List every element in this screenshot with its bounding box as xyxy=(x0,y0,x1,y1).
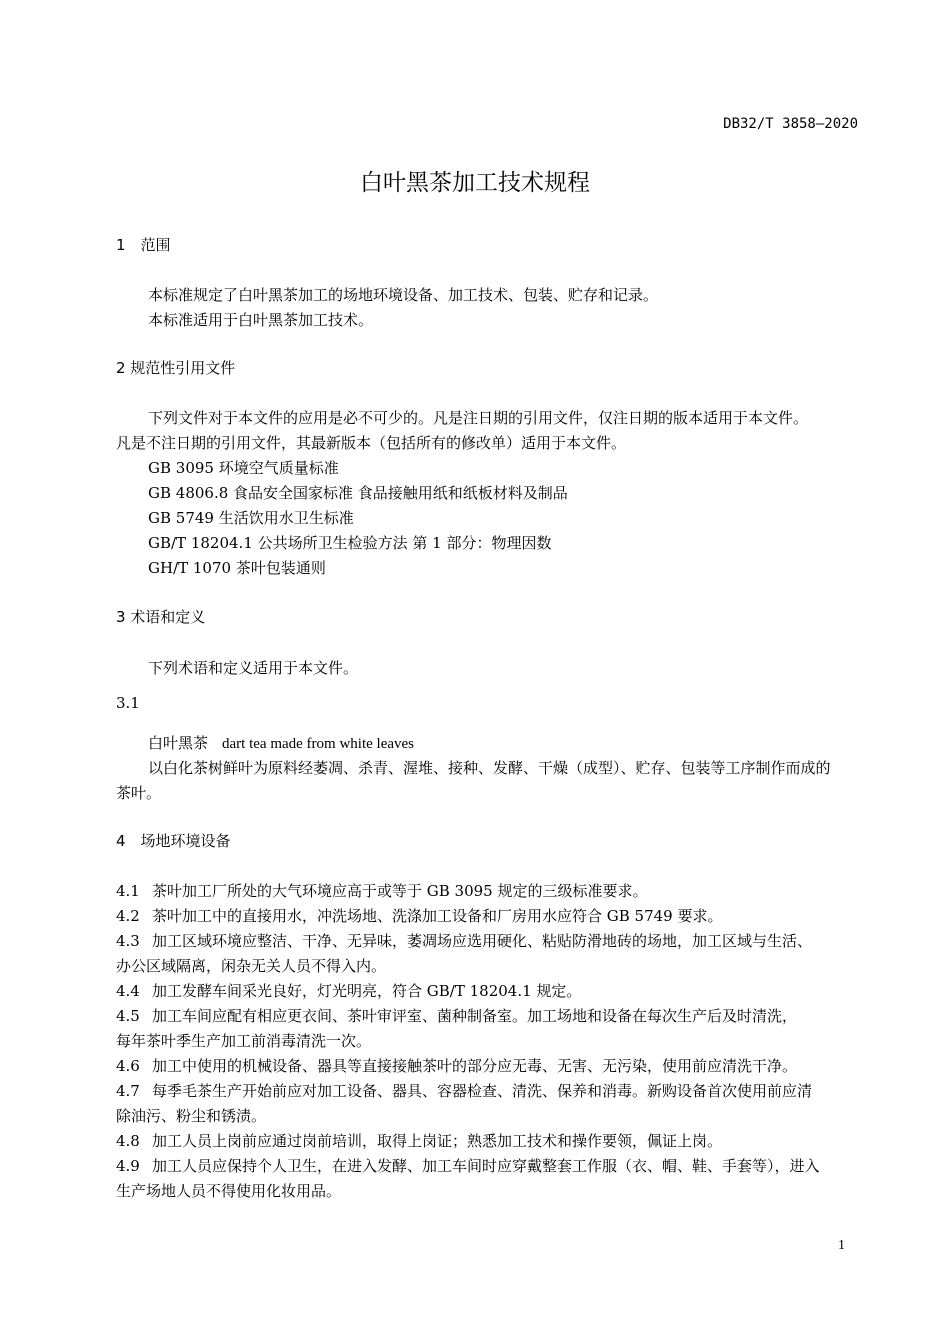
clause-item-text: 加工发酵车间采光良好，灯光明亮，符合 GB/T 18204.1 规定。 xyxy=(152,982,582,1000)
section-2-paragraph-line: 凡是不注日期的引用文件，其最新版本（包括所有的修改单）适用于本文件。 xyxy=(116,434,627,452)
clause-item-text: 加工人员上岗前应通过岗前培训，取得上岗证；熟悉加工技术和操作要领，佩证上岗。 xyxy=(152,1132,723,1150)
normative-reference: GH/T 1070 茶叶包装通则 xyxy=(148,559,326,577)
term-chinese: 白叶黑茶 xyxy=(148,734,209,752)
document-code: DB32/T 3858—2020 xyxy=(723,116,858,132)
clause-item xyxy=(116,980,581,1001)
clause-item-continuation: 除油污、粉尘和锈渍。 xyxy=(116,1107,267,1125)
clause-item-text: 茶叶加工中的直接用水，冲洗场地、洗涤加工设备和厂房用水应符合 GB 5749 要求。 xyxy=(152,907,723,925)
clause-item-text: 每季毛茶生产开始前应对加工设备、器具、容器检查、清洗、保养和消毒。新购设备首次使用前应清 xyxy=(152,1082,813,1100)
clause-item-number: 4.3 xyxy=(116,932,140,950)
normative-reference: GB 4806.8 食品安全国家标准 食品接触用纸和纸板材料及制品 xyxy=(148,484,568,502)
section-1-line: 本标准规定了白叶黑茶加工的场地环境设备、加工技术、包装、贮存和记录。 xyxy=(148,286,659,304)
clause-number: 3.1 xyxy=(116,694,140,712)
clause-item xyxy=(116,1080,812,1101)
term-entry xyxy=(148,732,414,753)
page-number: 1 xyxy=(838,1238,845,1253)
clause-item xyxy=(116,1055,797,1076)
clause-item-number: 4.6 xyxy=(116,1057,140,1075)
clause-item-text: 加工区域环境应整洁、干净、无异味，萎凋场应选用硬化、粘贴防滑地砖的场地，加工区域与生活、 xyxy=(152,932,813,950)
clause-item-text: 茶叶加工厂所处的大气环境应高于或等于 GB 3095 规定的三级标准要求。 xyxy=(152,882,648,900)
clause-item xyxy=(116,930,812,951)
clause-item-number: 4.1 xyxy=(116,882,140,900)
clause-item xyxy=(116,1130,722,1151)
normative-reference: GB/T 18204.1 公共场所卫生检验方法 第 1 部分：物理因数 xyxy=(148,534,552,552)
clause-item-continuation: 每年茶叶季生产加工前消毒清洗一次。 xyxy=(116,1032,372,1050)
normative-reference: GB 3095 环境空气质量标准 xyxy=(148,459,339,477)
section-2-paragraph-line: 下列文件对于本文件的应用是必不可少的。凡是注日期的引用文件，仅注日期的版本适用于本文件。 xyxy=(148,409,809,427)
term-english: dart tea made from white leaves xyxy=(222,736,415,752)
clause-item-number: 4.8 xyxy=(116,1132,140,1150)
clause-item-text: 加工人员应保持个人卫生，在进入发酵、加工车间时应穿戴整套工作服（衣、帽、鞋、手套等），进入 xyxy=(152,1157,820,1175)
clause-item xyxy=(116,880,648,901)
section-3-intro: 下列术语和定义适用于本文件。 xyxy=(148,659,359,677)
clause-item-continuation: 办公区域隔离，闲杂无关人员不得入内。 xyxy=(116,957,387,975)
document-title: 白叶黑茶加工技术规程 xyxy=(360,170,590,196)
clause-item-number: 4.9 xyxy=(116,1157,140,1175)
clause-item-text: 加工中使用的机械设备、器具等直接接触茶叶的部分应无毒、无害、无污染，使用前应清洗干净。 xyxy=(152,1057,798,1075)
clause-item-text: 加工车间应配有相应更衣间、茶叶审评室、菌种制备室。加工场地和设备在每次生产后及时清洗， xyxy=(152,1007,798,1025)
term-definition-line: 茶叶。 xyxy=(116,784,162,802)
clause-item-number: 4.7 xyxy=(116,1082,140,1100)
clause-item xyxy=(116,1005,797,1026)
clause-item xyxy=(116,1155,820,1176)
clause-item xyxy=(116,905,723,926)
section-3-heading: 3 术语和定义 xyxy=(116,608,206,626)
section-2-heading: 2 规范性引用文件 xyxy=(116,359,236,377)
section-4-heading: 4 场地环境设备 xyxy=(116,832,231,850)
section-1-heading: 1 范围 xyxy=(116,236,171,254)
section-1-line: 本标准适用于白叶黑茶加工技术。 xyxy=(148,311,374,329)
clause-item-continuation: 生产场地人员不得使用化妆用品。 xyxy=(116,1182,342,1200)
clause-item-number: 4.2 xyxy=(116,907,140,925)
term-definition-line: 以白化茶树鲜叶为原料经萎凋、杀青、渥堆、接种、发酵、干燥（成型）、贮存、包装等工序制作而成的 xyxy=(148,759,831,777)
normative-reference: GB 5749 生活饮用水卫生标准 xyxy=(148,509,354,527)
clause-item-number: 4.4 xyxy=(116,982,140,1000)
clause-item-number: 4.5 xyxy=(116,1007,140,1025)
